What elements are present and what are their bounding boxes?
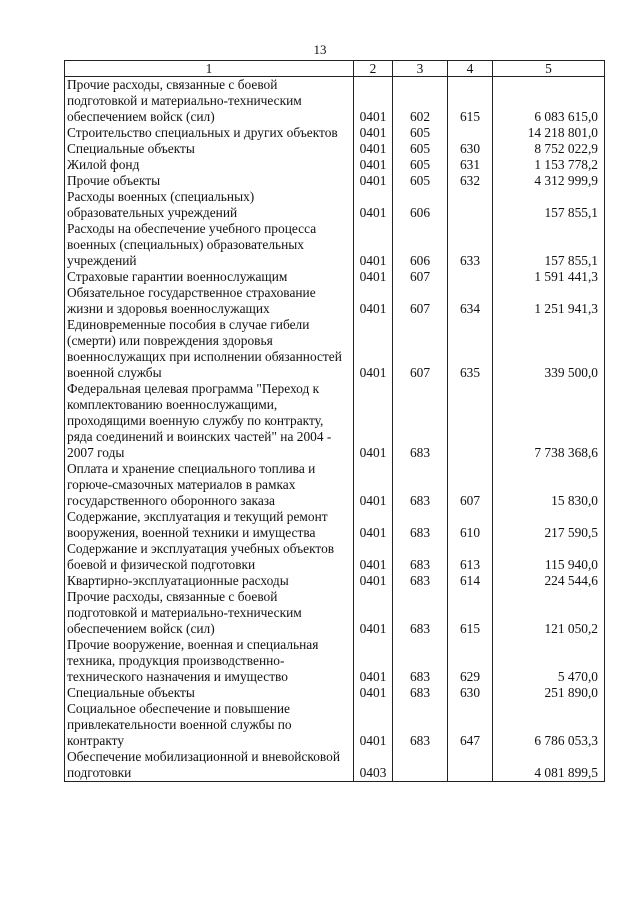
table-row	[65, 125, 605, 141]
row-amount-cell: 7 738 368,6	[493, 381, 605, 461]
row-amount-cell: 157 855,1	[493, 189, 605, 221]
row-amount-cell: 1 591 441,3	[493, 269, 605, 285]
row-amount-cell: 1 251 941,3	[493, 285, 605, 317]
row-type-cell: 630	[448, 141, 493, 157]
row-type-cell	[448, 189, 493, 221]
row-section-cell: 0401	[354, 125, 393, 141]
row-name-cell: Обязательное государственное страхование жизни и здоровья военнослужащих	[65, 285, 354, 317]
row-name-cell: Жилой фонд	[65, 157, 354, 173]
row-name-cell: Федеральная целевая программа "Переход к комплектованию военнослужащими, проходящими военную службу по контракту, ряда соединений и воинских частей" на 2004 - 2007 годы	[65, 381, 354, 461]
row-amount-cell: 251 890,0	[493, 685, 605, 701]
row-amount-cell: 115 940,0	[493, 541, 605, 573]
table-row	[65, 141, 605, 157]
row-section-cell: 0401	[354, 77, 393, 126]
row-amount-cell: 14 218 801,0	[493, 125, 605, 141]
header-row	[65, 61, 605, 77]
row-type-cell: 632	[448, 173, 493, 189]
row-amount-cell: 157 855,1	[493, 221, 605, 269]
row-section-cell: 0401	[354, 173, 393, 189]
table-header	[65, 61, 605, 77]
row-target-cell: 607	[393, 269, 448, 285]
row-type-cell: 634	[448, 285, 493, 317]
row-target-cell: 683	[393, 701, 448, 749]
row-section-cell: 0403	[354, 749, 393, 782]
row-section-cell: 0401	[354, 637, 393, 685]
row-amount-cell: 8 752 022,9	[493, 141, 605, 157]
table-row	[65, 541, 605, 573]
row-type-cell: 615	[448, 77, 493, 126]
row-section-cell: 0401	[354, 589, 393, 637]
row-target-cell: 683	[393, 541, 448, 573]
table-body	[65, 77, 605, 782]
row-amount-cell: 1 153 778,2	[493, 157, 605, 173]
table-row	[65, 589, 605, 637]
row-name-cell: Специальные объекты	[65, 141, 354, 157]
row-name-cell: Содержание, эксплуатация и текущий ремонт вооружения, военной техники и имущества	[65, 509, 354, 541]
row-section-cell: 0401	[354, 461, 393, 509]
row-target-cell: 605	[393, 141, 448, 157]
row-section-cell: 0401	[354, 573, 393, 589]
row-target-cell: 683	[393, 589, 448, 637]
row-section-cell: 0401	[354, 509, 393, 541]
row-target-cell: 605	[393, 125, 448, 141]
row-type-cell	[448, 749, 493, 782]
row-type-cell: 647	[448, 701, 493, 749]
row-target-cell: 605	[393, 157, 448, 173]
header-cell-name: 1	[65, 61, 354, 77]
row-amount-cell: 339 500,0	[493, 317, 605, 381]
row-target-cell: 683	[393, 509, 448, 541]
row-name-cell: Расходы на обеспечение учебного процесса военных (специальных) образовательных учреждений	[65, 221, 354, 269]
row-target-cell: 602	[393, 77, 448, 126]
row-amount-cell: 4 312 999,9	[493, 173, 605, 189]
row-section-cell: 0401	[354, 685, 393, 701]
row-target-cell: 605	[393, 173, 448, 189]
row-type-cell: 610	[448, 509, 493, 541]
table-row	[65, 221, 605, 269]
row-amount-cell: 6 083 615,0	[493, 77, 605, 126]
row-type-cell: 614	[448, 573, 493, 589]
row-type-cell: 633	[448, 221, 493, 269]
header-cell-type: 4	[448, 61, 493, 77]
row-type-cell	[448, 269, 493, 285]
row-section-cell: 0401	[354, 285, 393, 317]
row-name-cell: Прочие вооружение, военная и специальная техника, продукция производственно-технического назначения и имущество	[65, 637, 354, 685]
row-type-cell: 635	[448, 317, 493, 381]
table-row	[65, 509, 605, 541]
row-type-cell: 613	[448, 541, 493, 573]
row-amount-cell: 217 590,5	[493, 509, 605, 541]
row-name-cell: Специальные объекты	[65, 685, 354, 701]
table-row	[65, 637, 605, 685]
header-cell-section: 2	[354, 61, 393, 77]
row-section-cell: 0401	[354, 381, 393, 461]
table-row	[65, 685, 605, 701]
table-row	[65, 157, 605, 173]
table-row	[65, 189, 605, 221]
row-section-cell: 0401	[354, 141, 393, 157]
row-target-cell	[393, 749, 448, 782]
row-target-cell: 683	[393, 461, 448, 509]
row-amount-cell: 121 050,2	[493, 589, 605, 637]
row-type-cell: 630	[448, 685, 493, 701]
row-target-cell: 606	[393, 189, 448, 221]
row-type-cell	[448, 125, 493, 141]
row-target-cell: 683	[393, 685, 448, 701]
row-target-cell: 683	[393, 573, 448, 589]
row-section-cell: 0401	[354, 221, 393, 269]
row-target-cell: 607	[393, 285, 448, 317]
table-row	[65, 285, 605, 317]
row-amount-cell: 6 786 053,3	[493, 701, 605, 749]
row-name-cell: Прочие расходы, связанные с боевой подготовкой и материально-техническим обеспечением войск (сил)	[65, 589, 354, 637]
row-section-cell: 0401	[354, 541, 393, 573]
row-name-cell: Расходы военных (специальных) образовательных учреждений	[65, 189, 354, 221]
row-type-cell: 615	[448, 589, 493, 637]
row-amount-cell: 224 544,6	[493, 573, 605, 589]
page-number: 13	[313, 42, 327, 57]
table-row	[65, 269, 605, 285]
row-name-cell: Единовременные пособия в случае гибели (смерти) или повреждения здоровья военнослужащих при исполнении обязанностей военной службы	[65, 317, 354, 381]
row-section-cell: 0401	[354, 701, 393, 749]
row-section-cell: 0401	[354, 157, 393, 173]
table-row	[65, 317, 605, 381]
row-name-cell: Квартирно-эксплуатационные расходы	[65, 573, 354, 589]
row-section-cell: 0401	[354, 317, 393, 381]
row-amount-cell: 15 830,0	[493, 461, 605, 509]
row-name-cell: Прочие объекты	[65, 173, 354, 189]
row-amount-cell: 4 081 899,5	[493, 749, 605, 782]
table-row	[65, 749, 605, 782]
budget-table	[64, 60, 605, 782]
row-target-cell: 683	[393, 637, 448, 685]
row-name-cell: Содержание и эксплуатация учебных объектов боевой и физической подготовки	[65, 541, 354, 573]
table-row	[65, 77, 605, 126]
row-name-cell: Обеспечение мобилизационной и вневойсковой подготовки	[65, 749, 354, 782]
row-name-cell: Строительство специальных и других объектов	[65, 125, 354, 141]
row-type-cell	[448, 381, 493, 461]
row-type-cell: 629	[448, 637, 493, 685]
row-target-cell: 606	[393, 221, 448, 269]
table-row	[65, 461, 605, 509]
table-row	[65, 573, 605, 589]
table-row	[65, 381, 605, 461]
row-section-cell: 0401	[354, 269, 393, 285]
table-row	[65, 701, 605, 749]
row-section-cell: 0401	[354, 189, 393, 221]
row-target-cell: 607	[393, 317, 448, 381]
row-name-cell: Социальное обеспечение и повышение привлекательности военной службы по контракту	[65, 701, 354, 749]
row-type-cell: 607	[448, 461, 493, 509]
row-type-cell: 631	[448, 157, 493, 173]
row-name-cell: Оплата и хранение специального топлива и горюче-смазочных материалов в рамках государственного оборонного заказа	[65, 461, 354, 509]
header-cell-target: 3	[393, 61, 448, 77]
row-name-cell: Страховые гарантии военнослужащим	[65, 269, 354, 285]
row-target-cell: 683	[393, 381, 448, 461]
table-row	[65, 173, 605, 189]
header-cell-amount: 5	[493, 61, 605, 77]
row-name-cell: Прочие расходы, связанные с боевой подготовкой и материально-техническим обеспечением войск (сил)	[65, 77, 354, 126]
row-amount-cell: 5 470,0	[493, 637, 605, 685]
